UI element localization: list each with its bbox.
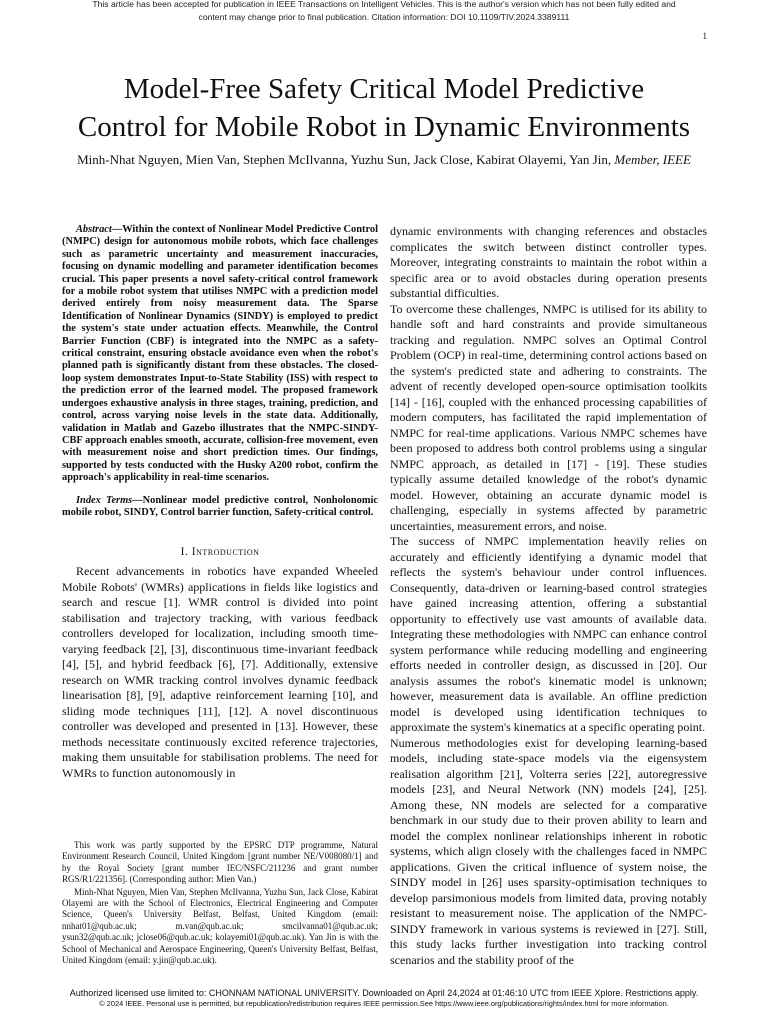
publication-notice xyxy=(0,0,768,24)
footnotes xyxy=(62,840,378,967)
intro-paragraph-1: Recent advancements in robotics have expanded Wheeled Mobile Robots' (WMRs) applications in fields like logistics and search and rescue [1]. WMR control is divided into point stabilisation and trajectory tracking, with various feedback controllers developed for localization, including smooth time-varying feedback [2], [3], discontinuous time-invariant feedback [4], [5], and hybrid feedback [6], [7]. Additionally, extensive research on WMR tracking control involves dynamic feedback linearisation [8], [9], adaptive reinforcement learning [10], and sliding mode techniques [11], [12]. A novel discontinuous controller was developed and presented in [13]. However, these methods necessitate continuously excited reference trajectories, making them unsuitable for stabilisation problems. The need for WMRs to function autonomously in xyxy=(62,564,378,780)
right-column xyxy=(390,224,707,968)
right-paragraph-2: To overcome these challenges, NMPC is utilised for its ability to handle soft and hard constraints and provide simultaneous tracking and regulation. NMPC solves an Optimal Control Problem (OCP) in real-time, determining control actions based on the system's predicted state and adhering to constraints. The advent of recently developed open-source optimisation toolkits [14] - [16], coupled with the enhanced processing capabilities of modern computers, has facilitated the rapid implementation of NMPC for real-time applications. Various NMPC schemes have been proposed to address both control problems using a singular NMPC approach, as detailed in [17] - [19]. These studies typically assume detailed knowledge of the robot's dynamic model. However, obtaining an accurate dynamic model is challenging, especially in systems affected by parametric uncertainties, measurement errors, and noise. xyxy=(390,301,707,533)
page-number: 1 xyxy=(702,31,707,41)
section-heading-introduction: I. Introduction xyxy=(180,545,260,559)
author-names: Minh-Nhat Nguyen, Mien Van, Stephen McIlvanna, Yuzhu Sun, Jack Close, Kabirat Olayemi, Yan Jin, xyxy=(77,152,612,167)
author-list xyxy=(40,151,728,168)
right-paragraph-3: The success of NMPC implementation heavily relies on accurately and efficiently identifying a dynamic model that reflects the system's behaviour under control influences. Consequently, data-driven or learning-based control strategies have gained increasing attention, offering a substantial opportunity to effectively use vast amounts of available data. Integrating these methodologies with NMPC can enhance control system performance while reducing modelling and engineering efforts needed in controller design, as discussed in [20]. Our analysis assumes the robot's kinematic model is unknown; however, measurement data is available. An offline prediction model is developed using identification techniques to approximate the system's kinematics at a specific operating point. xyxy=(390,534,707,734)
copyright-line: © 2024 IEEE. Personal use is permitted, but republication/redistribution requires IEEE permission.See https://www.ieee.org/publications/rights/index.html for more information. xyxy=(99,999,669,1008)
index-terms-text: —Nonlinear model predictive control, Nonholonomic mobile robot, SINDY, Control barrier function, Safety-critical control. xyxy=(62,494,378,518)
title-line-2: Control for Mobile Robot in Dynamic Environments xyxy=(77,111,691,143)
paper-title xyxy=(30,70,738,146)
left-column xyxy=(62,224,378,781)
publication-notice-line2: content may change prior to final publication. Citation information: DOI 10.1109/TIV.2024.3389111 xyxy=(198,12,570,22)
author-membership: Member, IEEE xyxy=(614,152,691,167)
abstract-label: Abstract xyxy=(76,224,112,235)
license-line: Authorized licensed use limited to: CHONNAM NATIONAL UNIVERSITY. Downloaded on April 24,2024 at 01:46:10 UTC from IEEE Xplore. Restrictions apply. xyxy=(69,988,699,998)
license-footer xyxy=(0,988,768,1009)
index-terms-label: Index Terms xyxy=(76,494,133,506)
footnote-funding: This work was partly supported by the EPSRC DTP programme, Natural Environment Research Council, United Kingdom [grant number NE/V008080/1] and by the Royal Society [grant number IEC/NSFC/211236 and grant number RGS/R1/221356]. (Corresponding author: Mien Van.) xyxy=(62,840,378,885)
abstract-text: —Within the context of Nonlinear Model Predictive Control (NMPC) design for autonomous mobile robots, which face challenges such as parametric uncertainty and measurement inaccuracies, focusing on dynamic modelling and parameter identification becomes crucial. This paper presents a novel safety-critical control framework for a mobile robot system that utilises NMPC with a prediction model derived entirely from noisy measurement data. The Sparse Identification of Nonlinear Dynamics (SINDY) is employed to predict the system's state under actuation effects. Meanwhile, the Control Barrier Function (CBF) is integrated into the NMPC as a safety-critical constraint, ensuring obstacle avoidance even when the robot's planned path is significantly distant from these obstacles. The closed-loop system demonstrates Input-to-State Stability (ISS) with respect to the prediction error of the learned model. The proposed framework undergoes exhaustive analysis in three stages, training, prediction, and control, across varying noise levels in the state data. Additionally, validation in Matlab and Gazebo illustrates that the NMPC-SINDY-CBF approach enables smooth, accurate, collision-free movement, even with measurement noise and short prediction times. Our findings, supported by tests conducted with the Husky A200 robot, confirm the approach's applicability in real-time scenarios. xyxy=(62,224,378,484)
publication-notice-line1: This article has been accepted for publication in IEEE Transactions on Intelligent Vehicles. This is the author's version which has not been fully edited and xyxy=(92,0,676,9)
footnote-affiliations: Minh-Nhat Nguyen, Mien Van, Stephen McIlvanna, Yuzhu Sun, Jack Close, Kabirat Olayemi are with the School of Electronics, Electrical Engineering and Computer Science, Queen's University Belfast, Belfast, United Kingdom (email: nnhat01@qub.ac.uk; m.van@qub.ac.uk; smcilvanna01@qub.ac.uk; ysun32@qub.ac.uk; jclose06@qub.ac.uk; kolayemi01@qub.ac.uk). Yan Jin is with the School of Mechanical and Aerospace Engineering, Queen's University Belfast, Belfast, United Kingdom (email: y.jin@qub.ac.uk). xyxy=(62,886,378,966)
index-terms xyxy=(62,495,378,520)
abstract xyxy=(62,224,378,485)
title-line-1: Model-Free Safety Critical Model Predictive xyxy=(123,73,645,105)
right-paragraph-1: dynamic environments with changing references and obstacles complicates the switch between distinct controller types. Moreover, integrating constraints to maintain the robot within a specific area or to avoid obstacles during operation presents substantial difficulties. xyxy=(390,224,707,300)
right-paragraph-4: Numerous methodologies exist for developing learning-based models, including state-space models via the eigensystem realisation algorithm [21], Volterra series [22], autoregressive models [23], and Neural Network (NN) models [24], [25]. Among these, NN models are selected for a comparative benchmark in our study due to their proven ability to learn and model the complex nonlinear relationships inherent in robotic systems, which align closely with the challenges faced in NMPC applications. Given the critical influence of system noise, the SINDY model in [26] uses sparsity-optimisation techniques to develop parsimonious models from limited data, proving notably resistant to measurement noise. The application of the NMPC-SINDY framework in various systems is reviewed in [27]. Still, this study lacks further investigation into tracking control scenarios and the stability proof of the xyxy=(390,735,707,967)
